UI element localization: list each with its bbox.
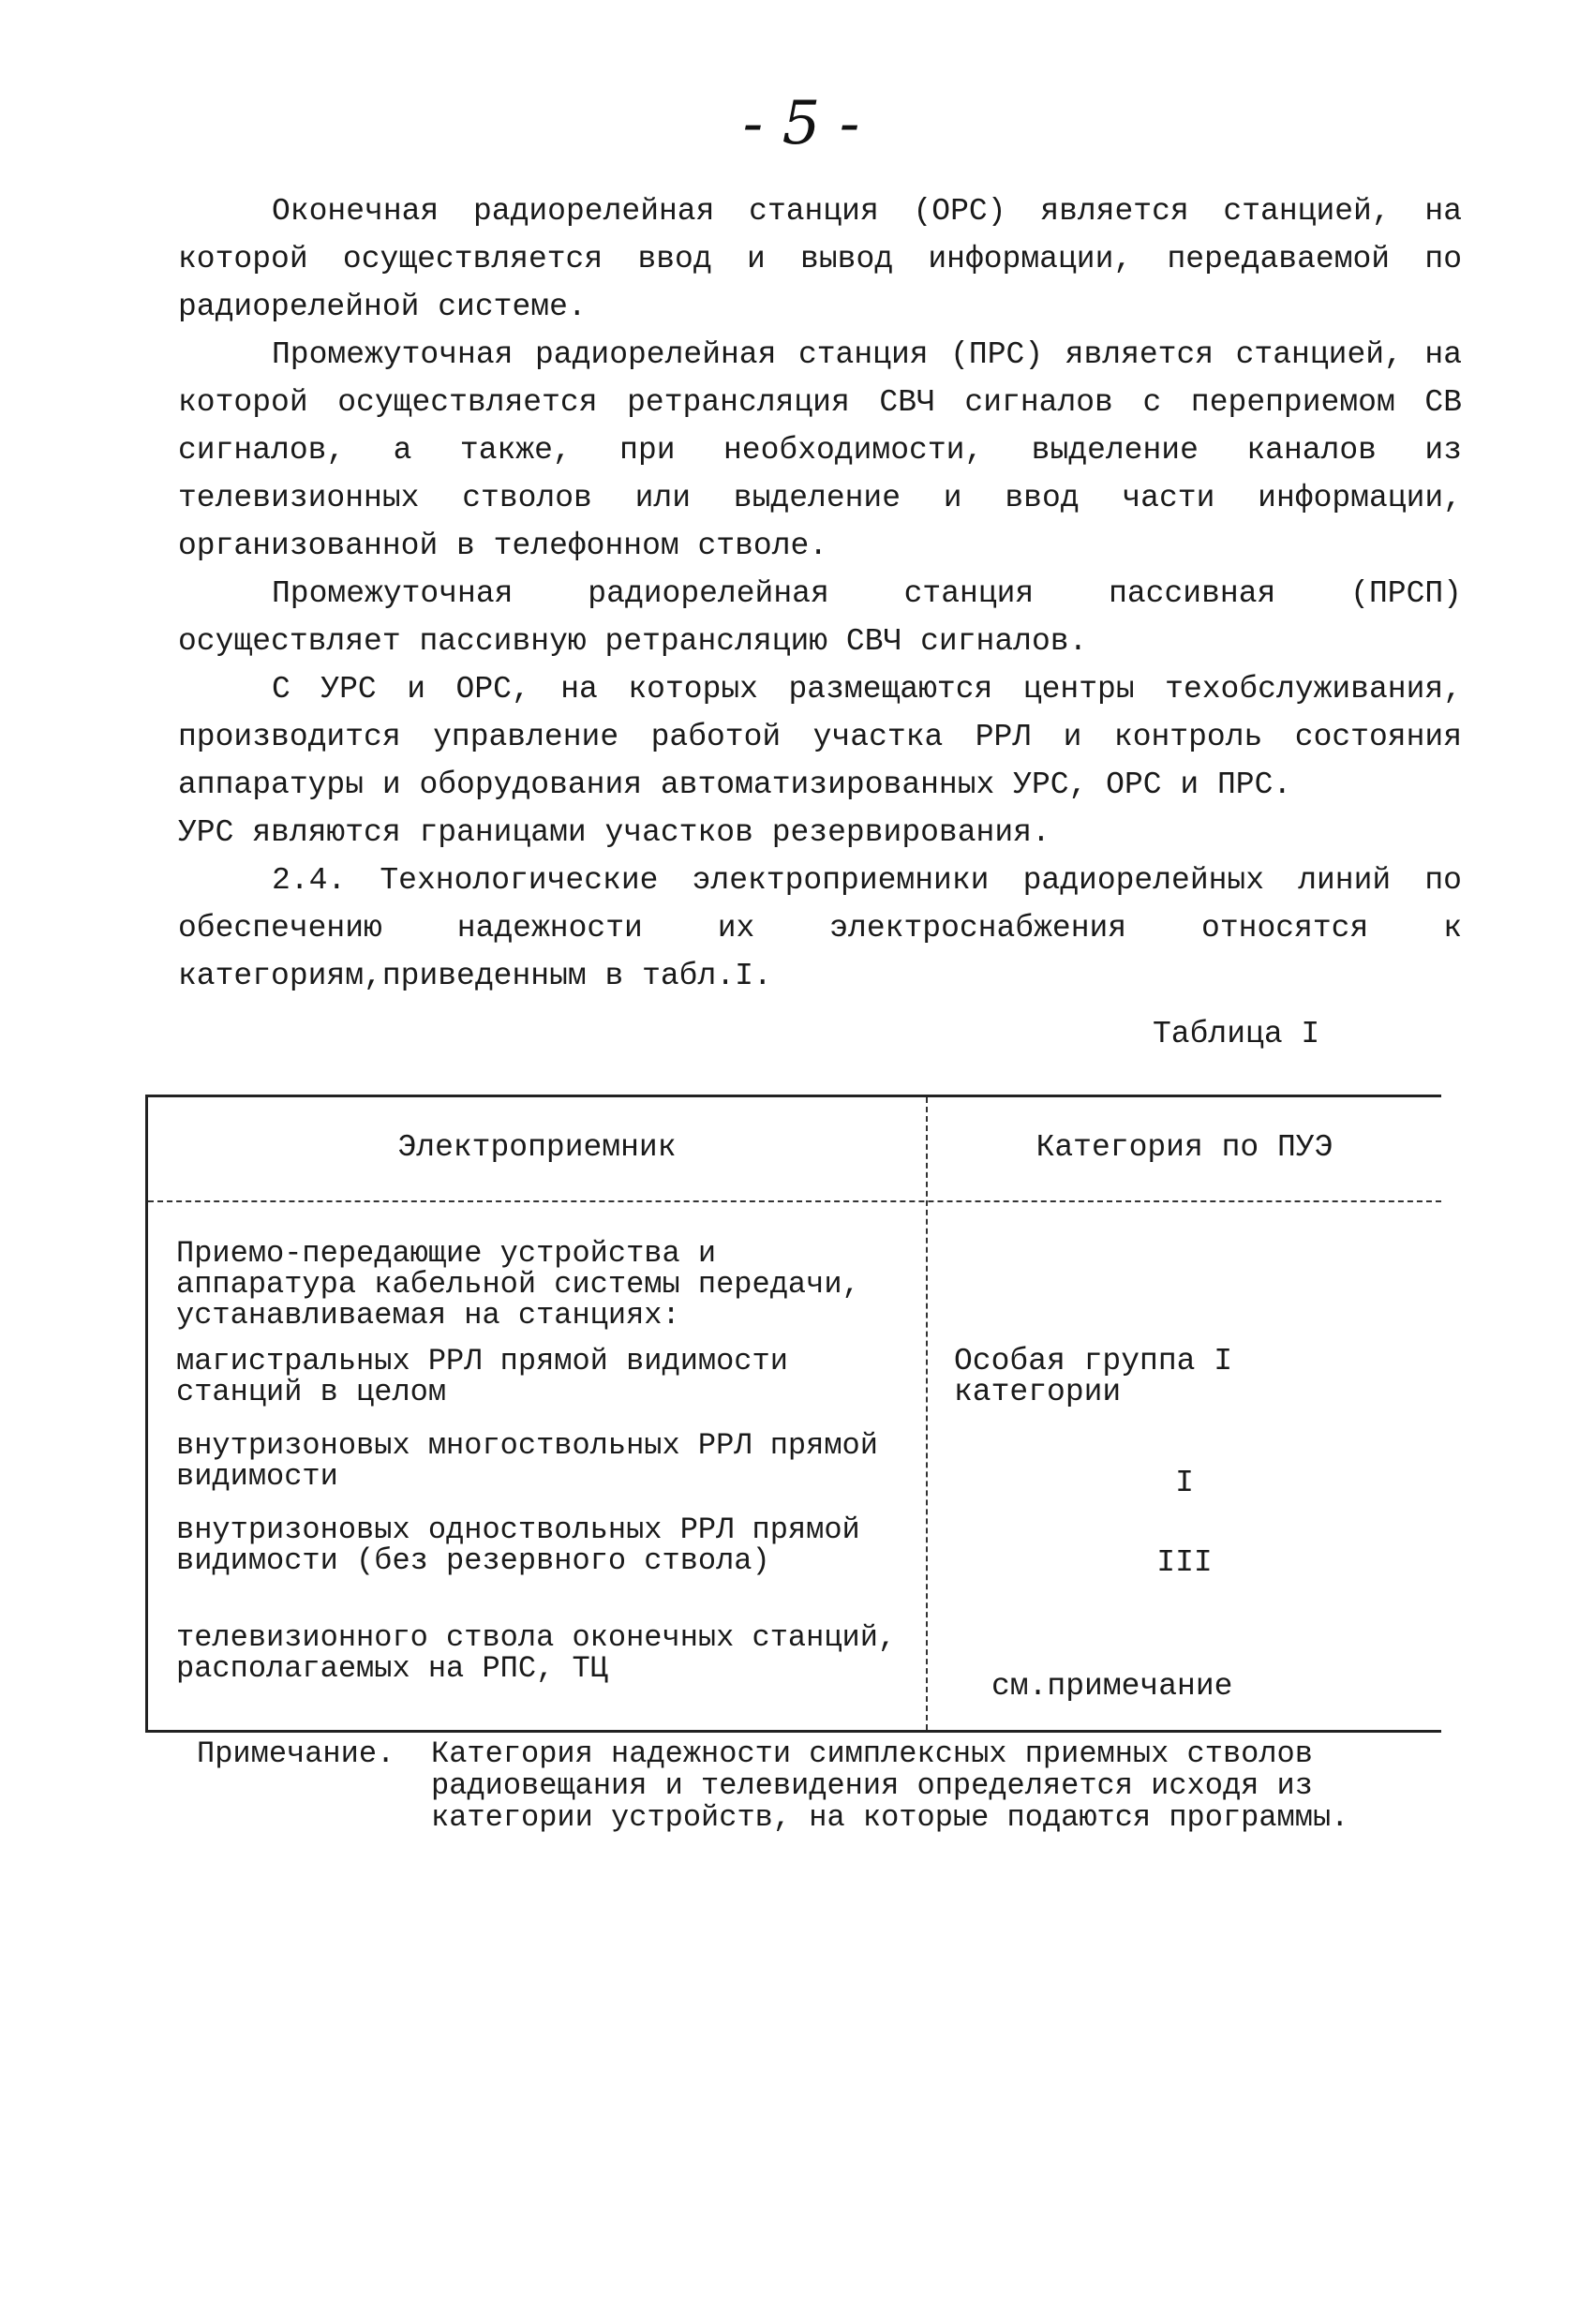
receiver-category-table xyxy=(145,1095,1441,1733)
paragraph-prs: Промежуточная радиорелейная станция (ПРС) является станцией, на которой осуществляется ретрансляция СВЧ сигналов с переприемом СВ сигналов, а также, при необходимости, выделение каналов из телевизионных стволов или выделение и ввод части информации, организованной в телефонном стволе. xyxy=(178,337,1462,563)
column-divider xyxy=(926,1097,928,1730)
note-line: радиовещания и телевидения определяется исходя из xyxy=(431,1768,1313,1803)
paragraph-ors: Оконечная радиорелейная станция (ОРС) является станцией, на которой осуществляется ввод и вывод информации, передаваемой по радиорелейной системе. xyxy=(178,194,1462,324)
table-row-receiver: телевизионного ствола оконечных станций, располагаемых на РПС, ТЦ xyxy=(176,1620,897,1686)
paragraph-urs-borders: УРС являются границами участков резервирования. xyxy=(178,815,1050,850)
note-line: Категория надежности симплексных приемных стволов xyxy=(431,1736,1313,1771)
table-row-category: Особая группа I категории xyxy=(954,1344,1233,1409)
paragraph-2-4: 2.4. Технологические электроприемники радиорелейных линий по обеспечению надежности их электроснабжения относятся к категориям,приведенным в табл.I. xyxy=(178,863,1462,993)
table-caption: Таблица I xyxy=(1153,1017,1320,1051)
page-number: - 5 - xyxy=(742,89,860,158)
table-row-receiver: внутризоновых одноствольных РРЛ прямой видимости (без резервного ствола) xyxy=(176,1512,860,1578)
header-divider xyxy=(148,1200,1441,1202)
table-row-receiver: магистральных РРЛ прямой видимости станций в целом xyxy=(176,1344,788,1409)
note-text xyxy=(431,1738,1462,1834)
note-label: Примечание. xyxy=(197,1736,395,1771)
header-receiver: Электроприемник xyxy=(397,1130,677,1165)
table-row-category: см.примечание xyxy=(991,1669,1233,1704)
table-row-category: III xyxy=(1156,1545,1213,1580)
table-row-category: I xyxy=(1175,1466,1194,1500)
header-category: Категория по ПУЭ xyxy=(1035,1130,1333,1165)
body-text xyxy=(178,187,1462,1000)
note-line: категории устройств, на которые подаются программы. xyxy=(431,1800,1349,1835)
table-row-receiver: внутризоновых многоствольных РРЛ прямой видимости xyxy=(176,1428,878,1494)
paragraph-prsp: Промежуточная радиорелейная станция пассивная (ПРСП) осуществляет пассивную ретрансляцию СВЧ сигналов. xyxy=(178,576,1462,659)
table-intro: Приемо-передающие устройства и аппаратура кабельной системы передачи, устанавливаемая на станциях: xyxy=(176,1236,860,1333)
paragraph-urs-control: С УРС и ОРС, на которых размещаются центры техобслуживания, производится управление работой участка РРЛ и контроль состояния аппаратуры и оборудования автоматизированных УРС, ОРС и ПРС. xyxy=(178,672,1462,802)
